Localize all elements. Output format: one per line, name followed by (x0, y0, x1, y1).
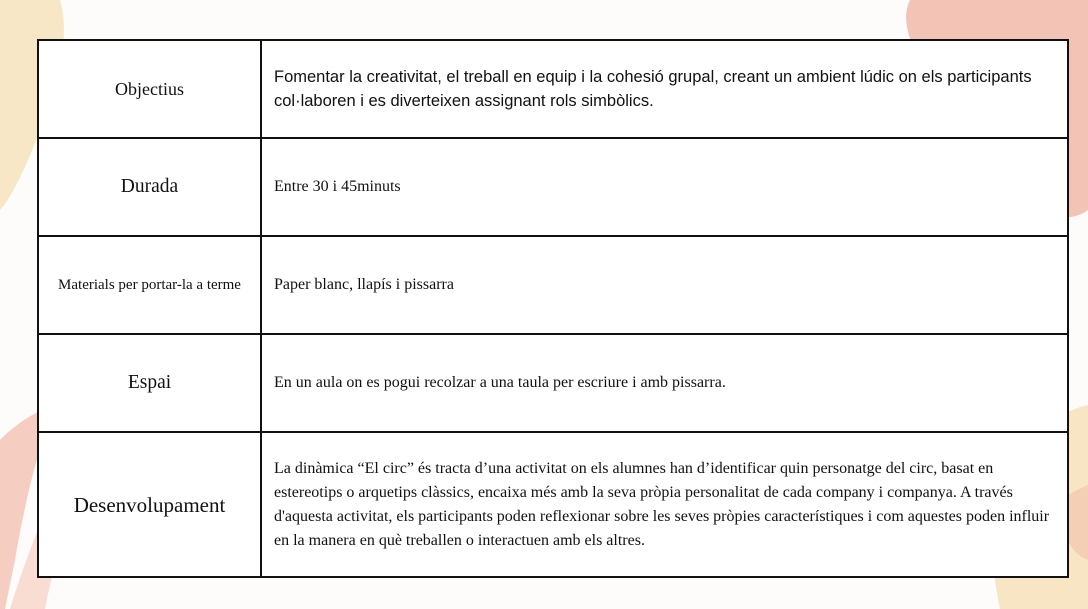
activity-table (37, 39, 1069, 578)
row-value-objectius: Fomentar la creativitat, el treball en equip i la cohesió grupal, creant un ambient lúdic on els participants col·laboren i es diverteixen assignant rols simbòlics. (261, 40, 1068, 138)
row-label-desenvolupament: Desenvolupament (38, 432, 261, 577)
row-label-durada: Durada (38, 138, 261, 236)
table-row-durada (38, 138, 1068, 236)
row-label-espai: Espai (38, 334, 261, 432)
row-value-espai: En un aula on es pogui recolzar a una taula per escriure i amb pissarra. (261, 334, 1068, 432)
table-row-espai (38, 334, 1068, 432)
table-row-objectius (38, 40, 1068, 138)
row-label-objectius: Objectius (38, 40, 261, 138)
row-value-desenvolupament: La dinàmica “El circ” és tracta d’una activitat on els alumnes han d’identificar quin personatge del circ, basat en estereotips o arquetips clàssics, encaixa més amb la seva pròpia personalitat de cada company i companya. A través d'aquesta activitat, els participants poden reflexionar sobre les seves pròpies característiques i com aquestes poden influir en la manera en què treballen o interactuen amb els altres. (261, 432, 1068, 577)
row-value-durada: Entre 30 i 45minuts (261, 138, 1068, 236)
row-label-materials: Materials per portar-la a terme (38, 236, 261, 334)
table-row-materials (38, 236, 1068, 334)
row-value-materials: Paper blanc, llapís i pissarra (261, 236, 1068, 334)
table-row-desenvolupament (38, 432, 1068, 577)
